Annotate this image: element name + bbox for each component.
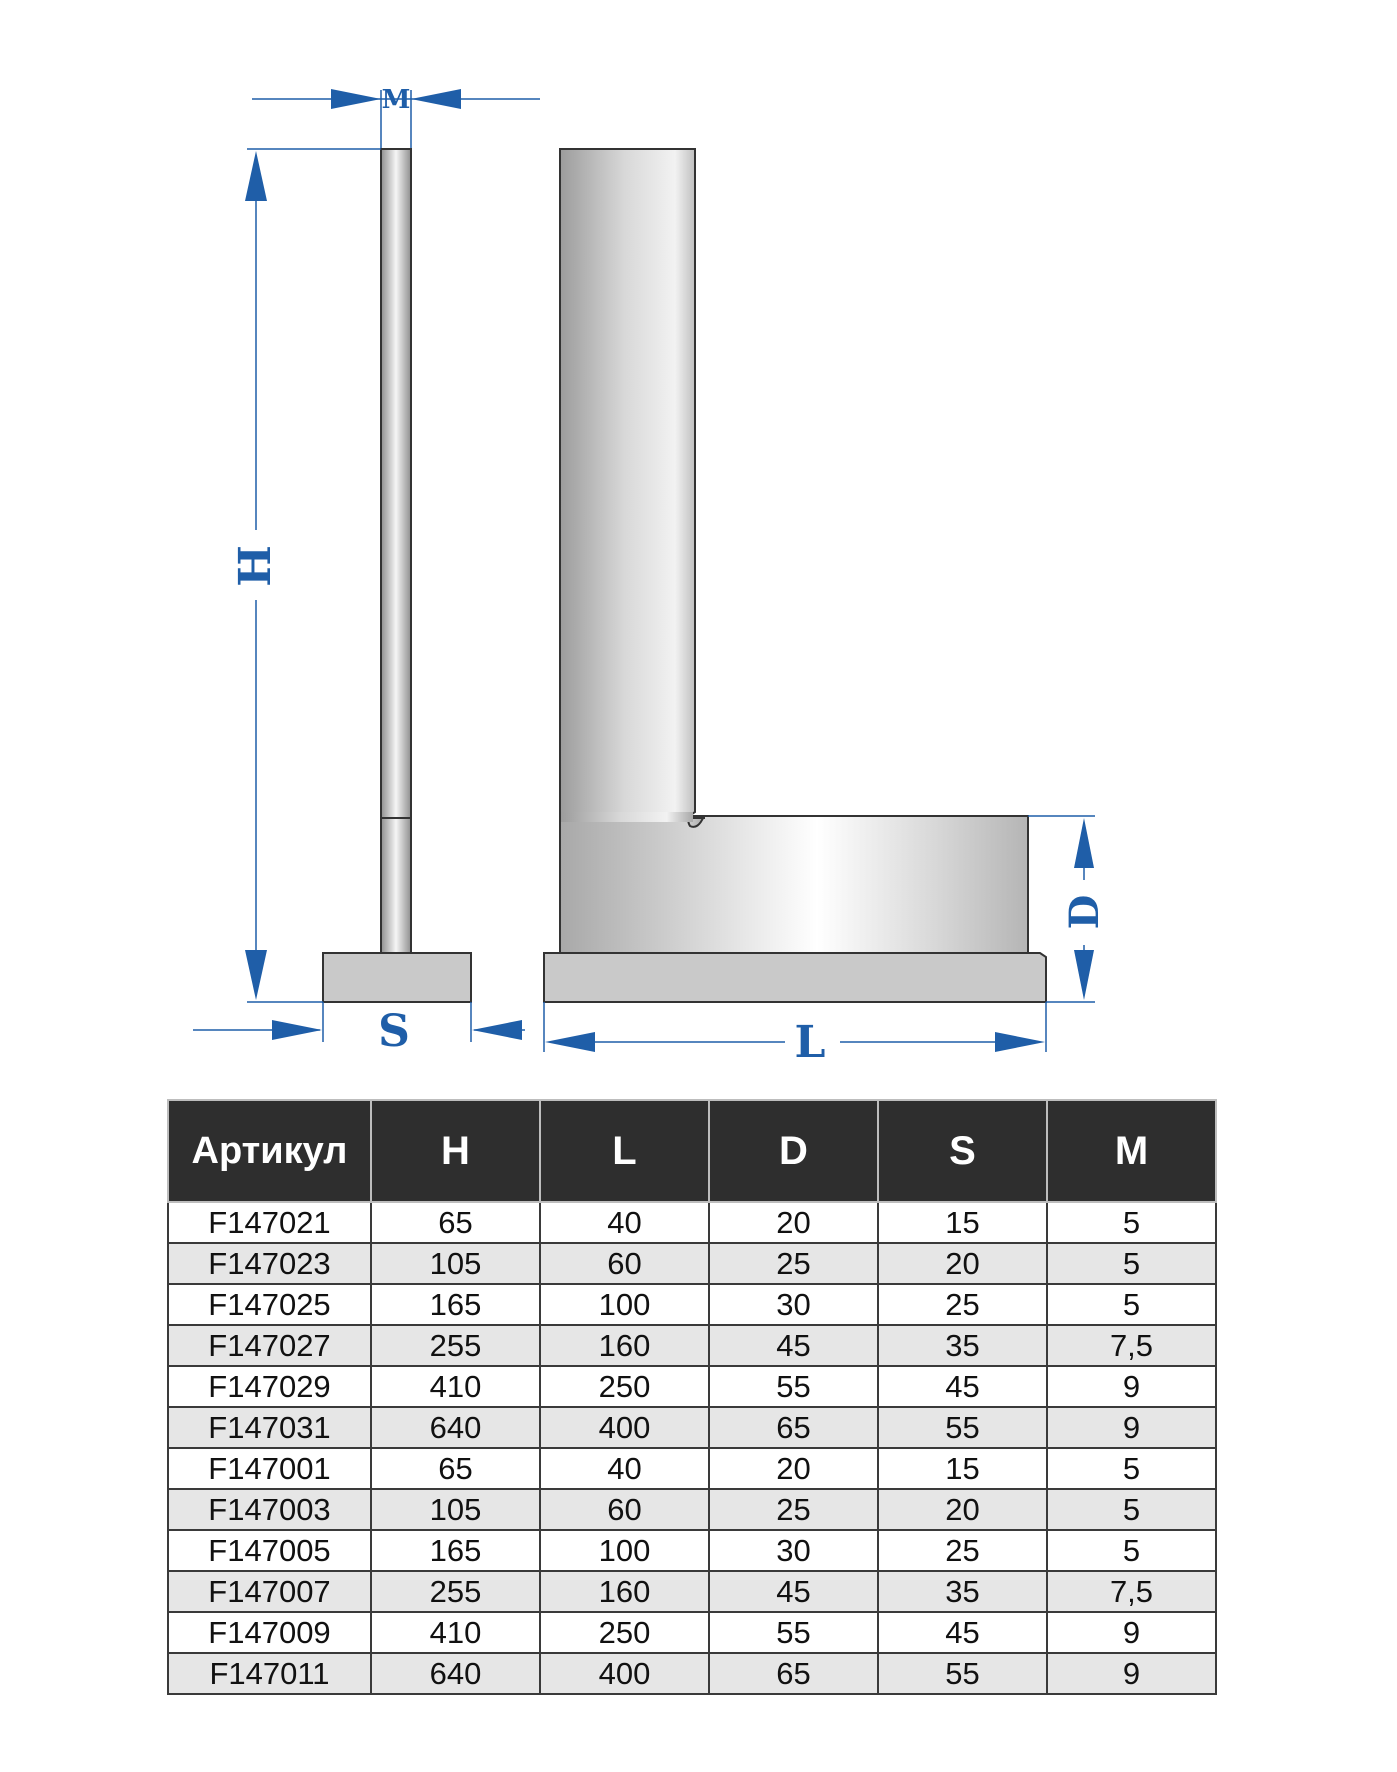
value-cell: 35 — [878, 1571, 1047, 1612]
dim-label-m: M — [381, 85, 411, 115]
value-cell: 100 — [540, 1530, 709, 1571]
arrow-d-bottom — [1074, 950, 1094, 1000]
value-cell: 165 — [371, 1284, 540, 1325]
side-blade — [381, 149, 411, 953]
value-cell: 35 — [878, 1325, 1047, 1366]
article-cell: F147011 — [168, 1653, 371, 1694]
table-row — [168, 1653, 1216, 1694]
value-cell: 160 — [540, 1571, 709, 1612]
value-cell: 55 — [878, 1653, 1047, 1694]
table-row — [168, 1407, 1216, 1448]
article-cell: F147025 — [168, 1284, 371, 1325]
value-cell: 105 — [371, 1489, 540, 1530]
article-cell: F147001 — [168, 1448, 371, 1489]
arrow-l-left — [545, 1032, 595, 1052]
value-cell: 7,5 — [1047, 1325, 1216, 1366]
value-cell: 40 — [540, 1448, 709, 1489]
value-cell: 9 — [1047, 1407, 1216, 1448]
value-cell: 65 — [371, 1202, 540, 1243]
value-cell: 9 — [1047, 1653, 1216, 1694]
column-header-4: S — [878, 1100, 1047, 1202]
article-cell: F147003 — [168, 1489, 371, 1530]
article-cell: F147031 — [168, 1407, 371, 1448]
table-row — [168, 1243, 1216, 1284]
dim-label-d: D — [1061, 894, 1108, 930]
table-row — [168, 1202, 1216, 1243]
value-cell: 165 — [371, 1530, 540, 1571]
table-row — [168, 1489, 1216, 1530]
value-cell: 160 — [540, 1325, 709, 1366]
column-header-0: Артикул — [168, 1100, 371, 1202]
value-cell: 65 — [709, 1407, 878, 1448]
article-cell: F147027 — [168, 1325, 371, 1366]
value-cell: 9 — [1047, 1612, 1216, 1653]
value-cell: 20 — [878, 1243, 1047, 1284]
value-cell: 55 — [709, 1612, 878, 1653]
value-cell: 5 — [1047, 1243, 1216, 1284]
value-cell: 25 — [878, 1530, 1047, 1571]
arrow-h-bottom — [245, 950, 267, 1000]
value-cell: 5 — [1047, 1448, 1216, 1489]
value-cell: 255 — [371, 1571, 540, 1612]
value-cell: 5 — [1047, 1489, 1216, 1530]
value-cell: 20 — [709, 1448, 878, 1489]
value-cell: 100 — [540, 1284, 709, 1325]
value-cell: 410 — [371, 1366, 540, 1407]
arrow-h-top — [245, 151, 267, 201]
column-header-1: H — [371, 1100, 540, 1202]
side-view — [323, 149, 471, 1002]
value-cell: 250 — [540, 1612, 709, 1653]
value-cell: 40 — [540, 1202, 709, 1243]
value-cell: 640 — [371, 1653, 540, 1694]
value-cell: 25 — [709, 1243, 878, 1284]
table-row — [168, 1612, 1216, 1653]
value-cell: 30 — [709, 1530, 878, 1571]
article-cell: F147023 — [168, 1243, 371, 1284]
dim-label-h: H — [230, 545, 281, 587]
value-cell: 640 — [371, 1407, 540, 1448]
dim-label-l: L — [794, 1017, 826, 1068]
dim-label-s: S — [378, 1006, 410, 1057]
value-cell: 25 — [878, 1284, 1047, 1325]
value-cell: 15 — [878, 1448, 1047, 1489]
value-cell: 45 — [878, 1612, 1047, 1653]
value-cell: 30 — [709, 1284, 878, 1325]
arrow-s-left — [272, 1020, 322, 1040]
value-cell: 255 — [371, 1325, 540, 1366]
value-cell: 45 — [878, 1366, 1047, 1407]
article-cell: F147007 — [168, 1571, 371, 1612]
value-cell: 400 — [540, 1653, 709, 1694]
value-cell: 15 — [878, 1202, 1047, 1243]
article-cell: F147029 — [168, 1366, 371, 1407]
table-row — [168, 1325, 1216, 1366]
value-cell: 60 — [540, 1243, 709, 1284]
value-cell: 5 — [1047, 1284, 1216, 1325]
column-header-2: L — [540, 1100, 709, 1202]
value-cell: 45 — [709, 1325, 878, 1366]
value-cell: 20 — [878, 1489, 1047, 1530]
table-row — [168, 1448, 1216, 1489]
table-row — [168, 1571, 1216, 1612]
value-cell: 250 — [540, 1366, 709, 1407]
value-cell: 105 — [371, 1243, 540, 1284]
arrow-d-top — [1074, 818, 1094, 868]
value-cell: 5 — [1047, 1202, 1216, 1243]
value-cell: 25 — [709, 1489, 878, 1530]
article-cell: F147009 — [168, 1612, 371, 1653]
column-header-5: M — [1047, 1100, 1216, 1202]
article-cell: F147021 — [168, 1202, 371, 1243]
front-view — [544, 149, 1046, 1002]
value-cell: 410 — [371, 1612, 540, 1653]
table-header-row — [168, 1100, 1216, 1202]
table-row — [168, 1284, 1216, 1325]
specs-table — [167, 1099, 1217, 1695]
arrow-l-right — [995, 1032, 1045, 1052]
value-cell: 65 — [709, 1653, 878, 1694]
value-cell: 60 — [540, 1489, 709, 1530]
side-base — [323, 953, 471, 1002]
table-row — [168, 1366, 1216, 1407]
value-cell: 9 — [1047, 1366, 1216, 1407]
value-cell: 400 — [540, 1407, 709, 1448]
arrow-m-left — [331, 89, 381, 109]
value-cell: 55 — [709, 1366, 878, 1407]
column-header-3: D — [709, 1100, 878, 1202]
front-foot — [560, 816, 1028, 953]
value-cell: 65 — [371, 1448, 540, 1489]
value-cell: 55 — [878, 1407, 1047, 1448]
article-cell: F147005 — [168, 1530, 371, 1571]
value-cell: 5 — [1047, 1530, 1216, 1571]
value-cell: 45 — [709, 1571, 878, 1612]
front-base — [544, 953, 1046, 1002]
value-cell: 20 — [709, 1202, 878, 1243]
arrow-s-right — [472, 1020, 522, 1040]
table-row — [168, 1530, 1216, 1571]
front-blade — [560, 149, 704, 827]
value-cell: 7,5 — [1047, 1571, 1216, 1612]
arrow-m-right — [411, 89, 461, 109]
